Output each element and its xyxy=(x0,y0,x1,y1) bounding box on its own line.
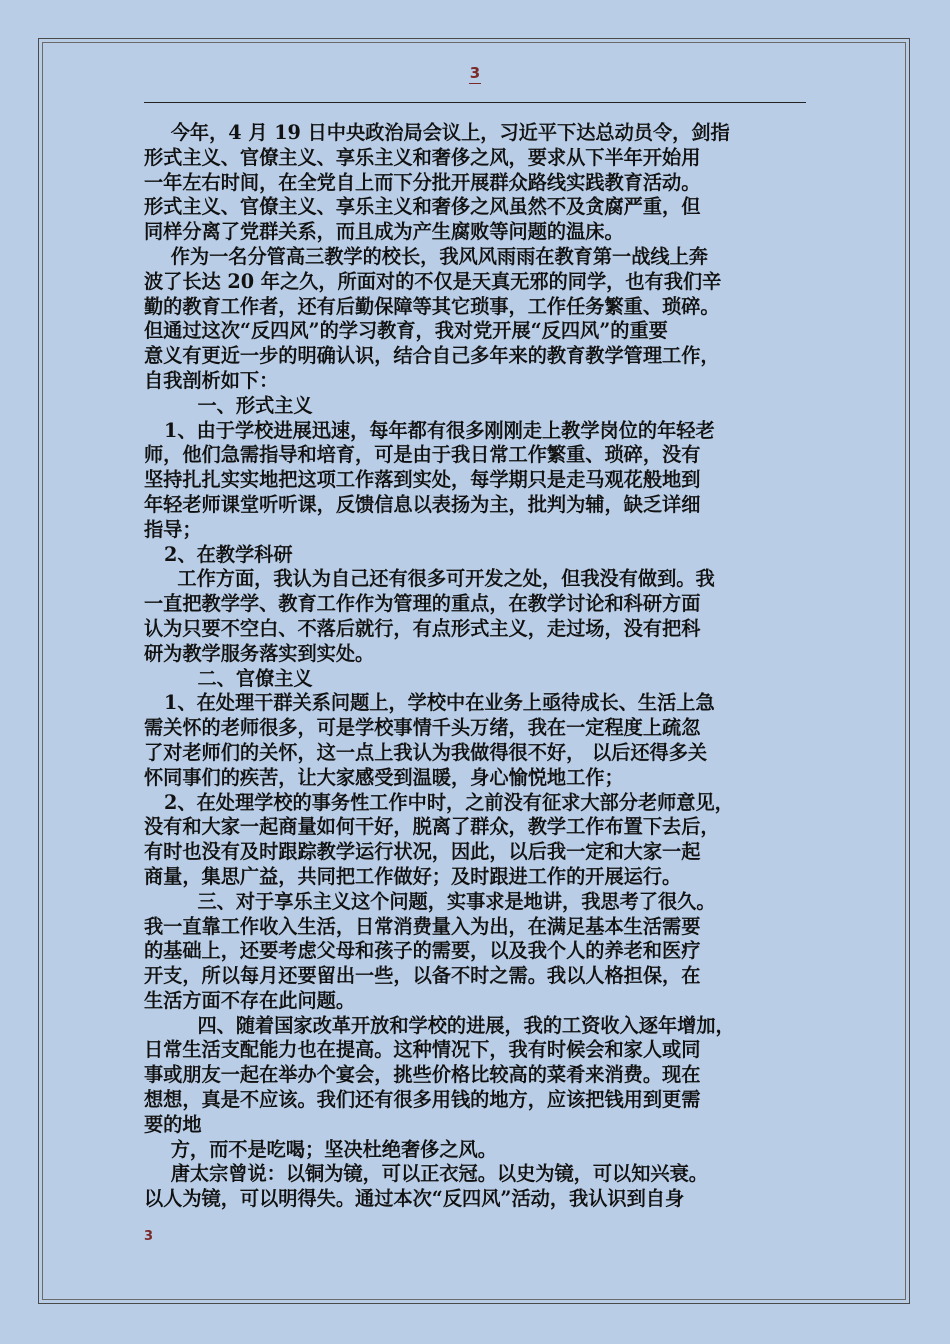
body-line: 唐太宗曾说：以铜为镜，可以正衣冠。以史为镜，可以知兴衰。 xyxy=(144,1162,708,1186)
body-line: 工作方面，我认为自己还有很多可开发之处，但我没有做到。我 xyxy=(144,567,715,591)
body-line: 怀同事们的疾苦，让大家感受到温暖，身心愉悦地工作； xyxy=(144,765,624,789)
body-line: 意义有更近一步的明确认识，结合自己多年来的教育教学管理工作， xyxy=(144,344,720,368)
body-line: 研为教学服务落实到实处。 xyxy=(144,641,375,665)
header-rule xyxy=(144,102,806,103)
body-line: 没有和大家一起商量如何干好，脱离了群众，教学工作布置下去后， xyxy=(144,815,720,839)
body-line: 方，而不是吃喝；坚决杜绝奢侈之风。 xyxy=(144,1137,497,1161)
body-line: 形式主义、官僚主义、享乐主义和奢侈之风虽然不及贪腐严重，但 xyxy=(144,195,701,219)
body-line: 坚持扎扎实实地把这项工作落到实处，每学期只是走马观花般地到 xyxy=(144,468,701,492)
body-line: 2、在处理学校的事务性工作中时，之前没有征求大部分老师意见， xyxy=(144,790,734,814)
body-line: 一直把教学学、教育工作作为管理的重点，在教学讨论和科研方面 xyxy=(144,592,701,616)
body-line: 日常生活支配能力也在提高。这种情况下，我有时候会和家人或同 xyxy=(144,1038,701,1062)
body-line: 我一直靠工作收入生活，日常消费量入为出，在满足基本生活需要 xyxy=(144,914,701,938)
header-page-number-text: 3 xyxy=(469,64,481,82)
body-line: 1、在处理干群关系问题上，学校中在业务上亟待成长、生活上急 xyxy=(144,691,715,715)
body-line: 师，他们急需指导和培育，可是由于我日常工作繁重、琐碎，没有 xyxy=(144,443,701,467)
body-line: 生活方面不存在此问题。 xyxy=(144,988,356,1012)
header-page-number xyxy=(0,64,950,82)
body-line: 波了长达 20 年之久，所面对的不仅是天真无邪的同学，也有我们辛 xyxy=(144,269,722,293)
body-line: 四、随着国家改革开放和学校的进展，我的工资收入逐年增加， xyxy=(144,1013,735,1037)
body-line: 但通过这次“反四风”的学习教育，我对党开展“反四风”的重要 xyxy=(144,319,668,343)
body-line: 作为一名分管高三教学的校长，我风风雨雨在教育第一战线上奔 xyxy=(144,244,708,268)
body-line: 2、在教学科研 xyxy=(144,542,293,566)
body-line: 一年左右时间，在全党自上而下分批开展群众路线实践教育活动。 xyxy=(144,170,701,194)
body-line: 年轻老师课堂听听课，反馈信息以表扬为主，批判为辅，缺乏详细 xyxy=(144,492,701,516)
body-line: 需关怀的老师很多，可是学校事情千头万绪，我在一定程度上疏忽 xyxy=(144,716,701,740)
body-line: 指导； xyxy=(144,517,202,541)
body-line: 形式主义、官僚主义、享乐主义和奢侈之风，要求从下半年开始用 xyxy=(144,145,701,169)
body-line: 了对老师们的关怀，这一点上我认为我做得很不好， 以后还得多关 xyxy=(144,740,708,764)
body-line: 要的地 xyxy=(144,1112,202,1136)
body-line: 自我剖析如下： xyxy=(144,368,279,392)
footer-page-number: 3 xyxy=(144,1229,154,1244)
body-line: 勤的教育工作者，还有后勤保障等其它琐事，工作任务繁重、琐碎。 xyxy=(144,294,720,318)
body-line: 1、由于学校进展迅速，每年都有很多刚刚走上教学岗位的年轻老 xyxy=(144,418,715,442)
body-line: 一、形式主义 xyxy=(144,393,313,417)
body-line: 今年，4 月 19 日中央政治局会议上，习近平下达总动员令，剑指 xyxy=(144,121,730,144)
body-line: 开支，所以每月还要留出一些，以备不时之需。我以人格担保，在 xyxy=(144,964,701,988)
document-body xyxy=(144,121,820,1212)
body-line: 商量，集思广益，共同把工作做好；及时跟进工作的开展运行。 xyxy=(144,864,682,888)
body-line: 想想，真是不应该。我们还有很多用钱的地方，应该把钱用到更需 xyxy=(144,1088,701,1112)
body-line: 二、官僚主义 xyxy=(144,666,313,690)
body-line: 以人为镜，可以明得失。通过本次“反四风”活动，我认识到自身 xyxy=(144,1187,685,1211)
body-line: 认为只要不空白、不落后就行，有点形式主义，走过场，没有把科 xyxy=(144,616,701,640)
body-line: 三、对于享乐主义这个问题，实事求是地讲，我思考了很久。 xyxy=(144,889,716,913)
body-line: 同样分离了党群关系，而且成为产生腐败等问题的温床。 xyxy=(144,220,624,244)
body-line: 的基础上，还要考虑父母和孩子的需要，以及我个人的养老和医疗 xyxy=(144,939,701,963)
body-line: 事或朋友一起在举办个宴会，挑些价格比较高的菜肴来消费。现在 xyxy=(144,1063,701,1087)
body-line: 有时也没有及时跟踪教学运行状况，因此，以后我一定和大家一起 xyxy=(144,840,701,864)
